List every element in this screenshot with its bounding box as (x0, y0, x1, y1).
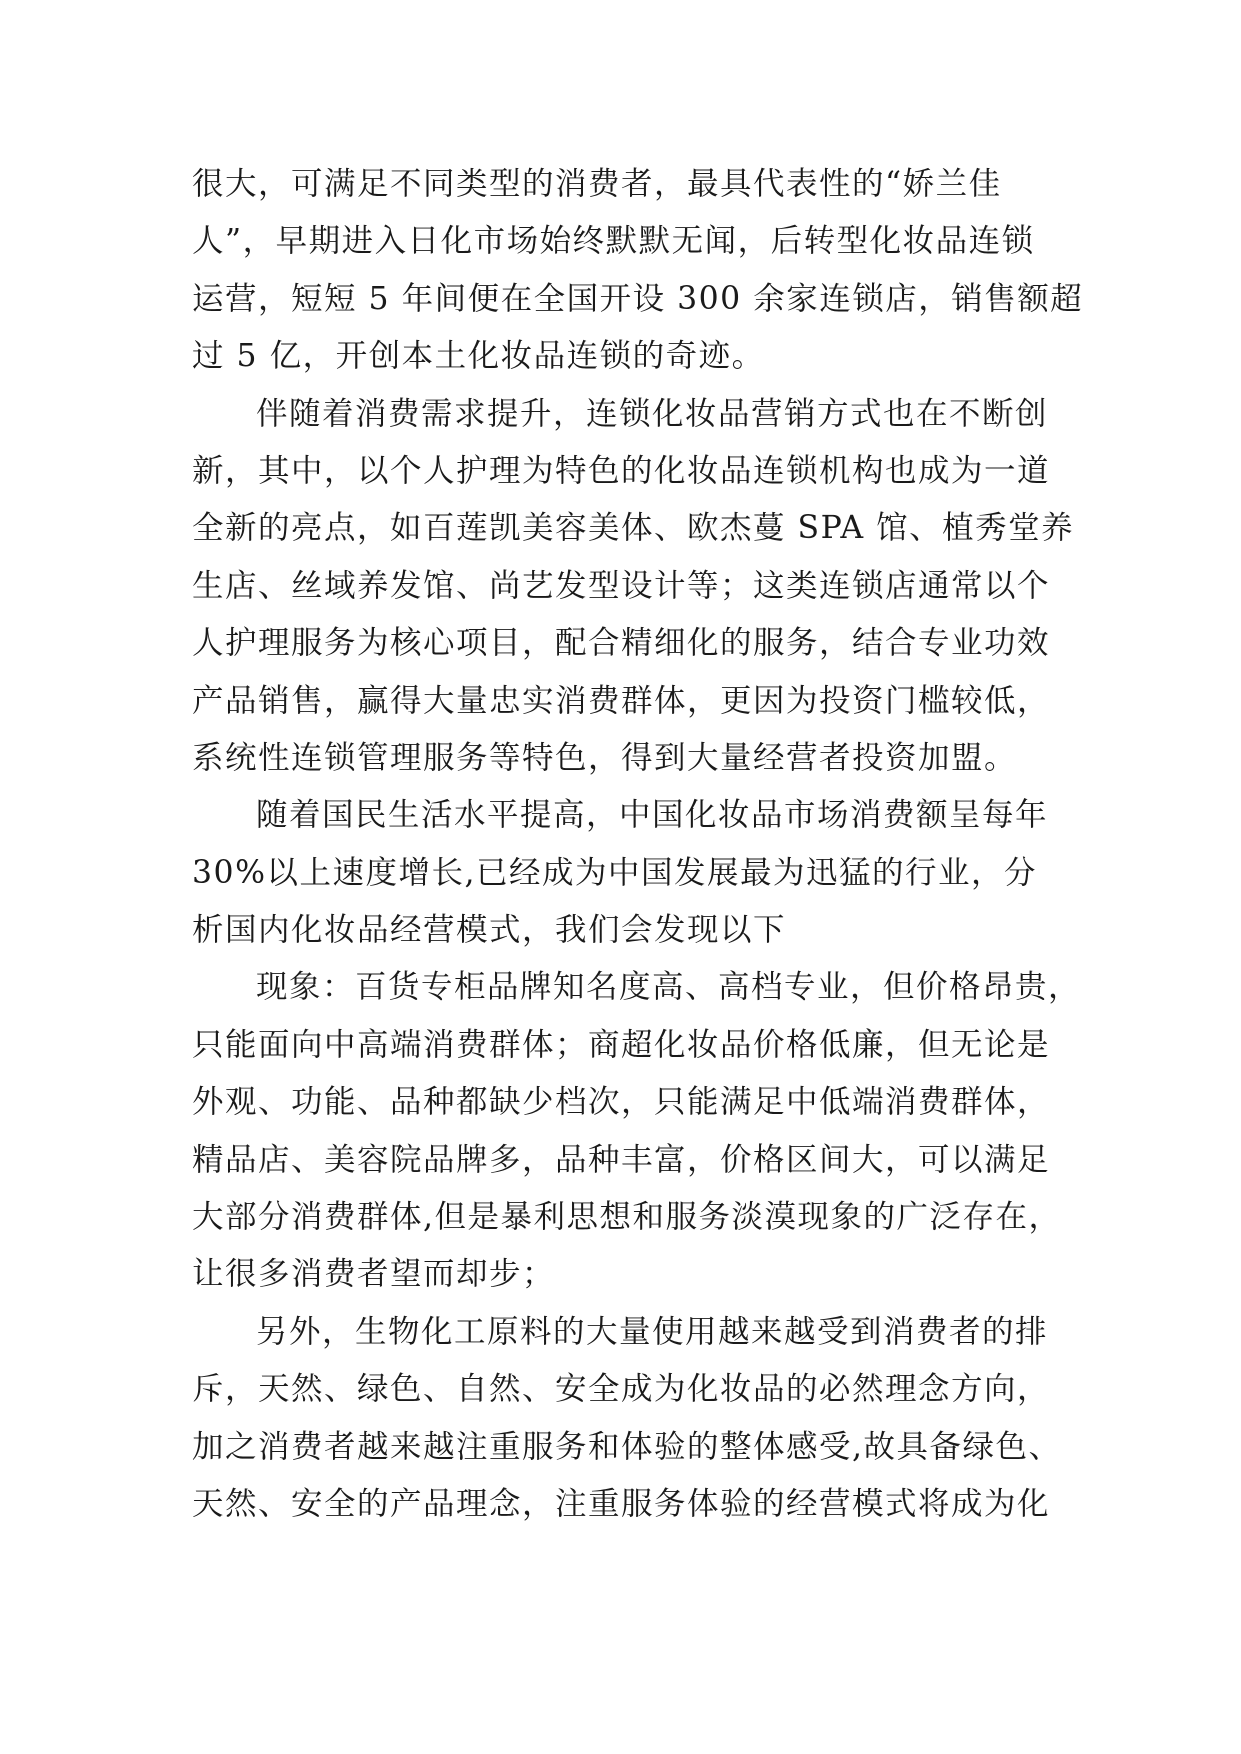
text-line: 让很多消费者望而却步； (192, 1256, 556, 1293)
text-line: 天然、安全的产品理念，注重服务体验的经营模式将成为化 (192, 1485, 1051, 1522)
text-line: 伴随着消费需求提升，连锁化妆品营销方式也在不断创 (256, 395, 1049, 432)
text-line: 系统性连锁管理服务等特色，得到大量经营者投资加盟。 (192, 739, 1018, 776)
text-line: 只能面向中高端消费群体；商超化妆品价格低廉，但无论是 (192, 1026, 1051, 1063)
text-line: 很大，可满足不同类型的消费者，最具代表性的“娇兰佳 (192, 166, 1002, 202)
body-text (192, 156, 1084, 1533)
text-line: 斥，天然、绿色、自然、安全成为化妆品的必然理念方向， (192, 1371, 1051, 1408)
text-line: 产品销售，赢得大量忠实消费群体，更因为投资门槛较低， (192, 682, 1051, 719)
text-line: 现象：百货专柜品牌知名度高、高档专业，但价格昂贵， (256, 969, 1082, 1006)
text-line: 生店、丝域养发馆、尚艺发型设计等；这类连锁店通常以个 (192, 567, 1051, 604)
text-line: 人”，早期进入日化市场始终默默无闻，后转型化妆品连锁 (192, 223, 1035, 260)
text-line: 随着国民生活水平提高，中国化妆品市场消费额呈每年 (256, 797, 1049, 834)
text-line: 全新的亮点，如百莲凯美容美体、欧杰蔓 SPA 馆、植秀堂养 (192, 510, 1075, 547)
text-line: 30%以上速度增长,已经成为中国发展最为迅猛的行业，分 (192, 854, 1038, 891)
text-line: 运营，短短 5 年间便在全国开设 300 余家连锁店，销售额超 (192, 280, 1084, 317)
text-line: 加之消费者越来越注重服务和体验的整体感受,故具备绿色、 (192, 1428, 1062, 1465)
text-line: 新，其中，以个人护理为特色的化妆品连锁机构也成为一道 (192, 452, 1051, 489)
text-line: 精品店、美容院品牌多，品种丰富，价格区间大，可以满足 (192, 1141, 1051, 1178)
text-line: 过 5 亿，开创本土化妆品连锁的奇迹。 (192, 338, 765, 375)
text-line: 外观、功能、品种都缺少档次，只能满足中低端消费群体， (192, 1084, 1051, 1121)
text-line: 人护理服务为核心项目，配合精细化的服务，结合专业功效 (192, 625, 1051, 662)
text-line: 析国内化妆品经营模式，我们会发现以下 (192, 912, 787, 949)
text-line: 另外，生物化工原料的大量使用越来越受到消费者的排 (256, 1313, 1049, 1350)
text-line: 大部分消费群体,但是暴利思想和服务淡漠现象的广泛存在， (192, 1199, 1062, 1236)
